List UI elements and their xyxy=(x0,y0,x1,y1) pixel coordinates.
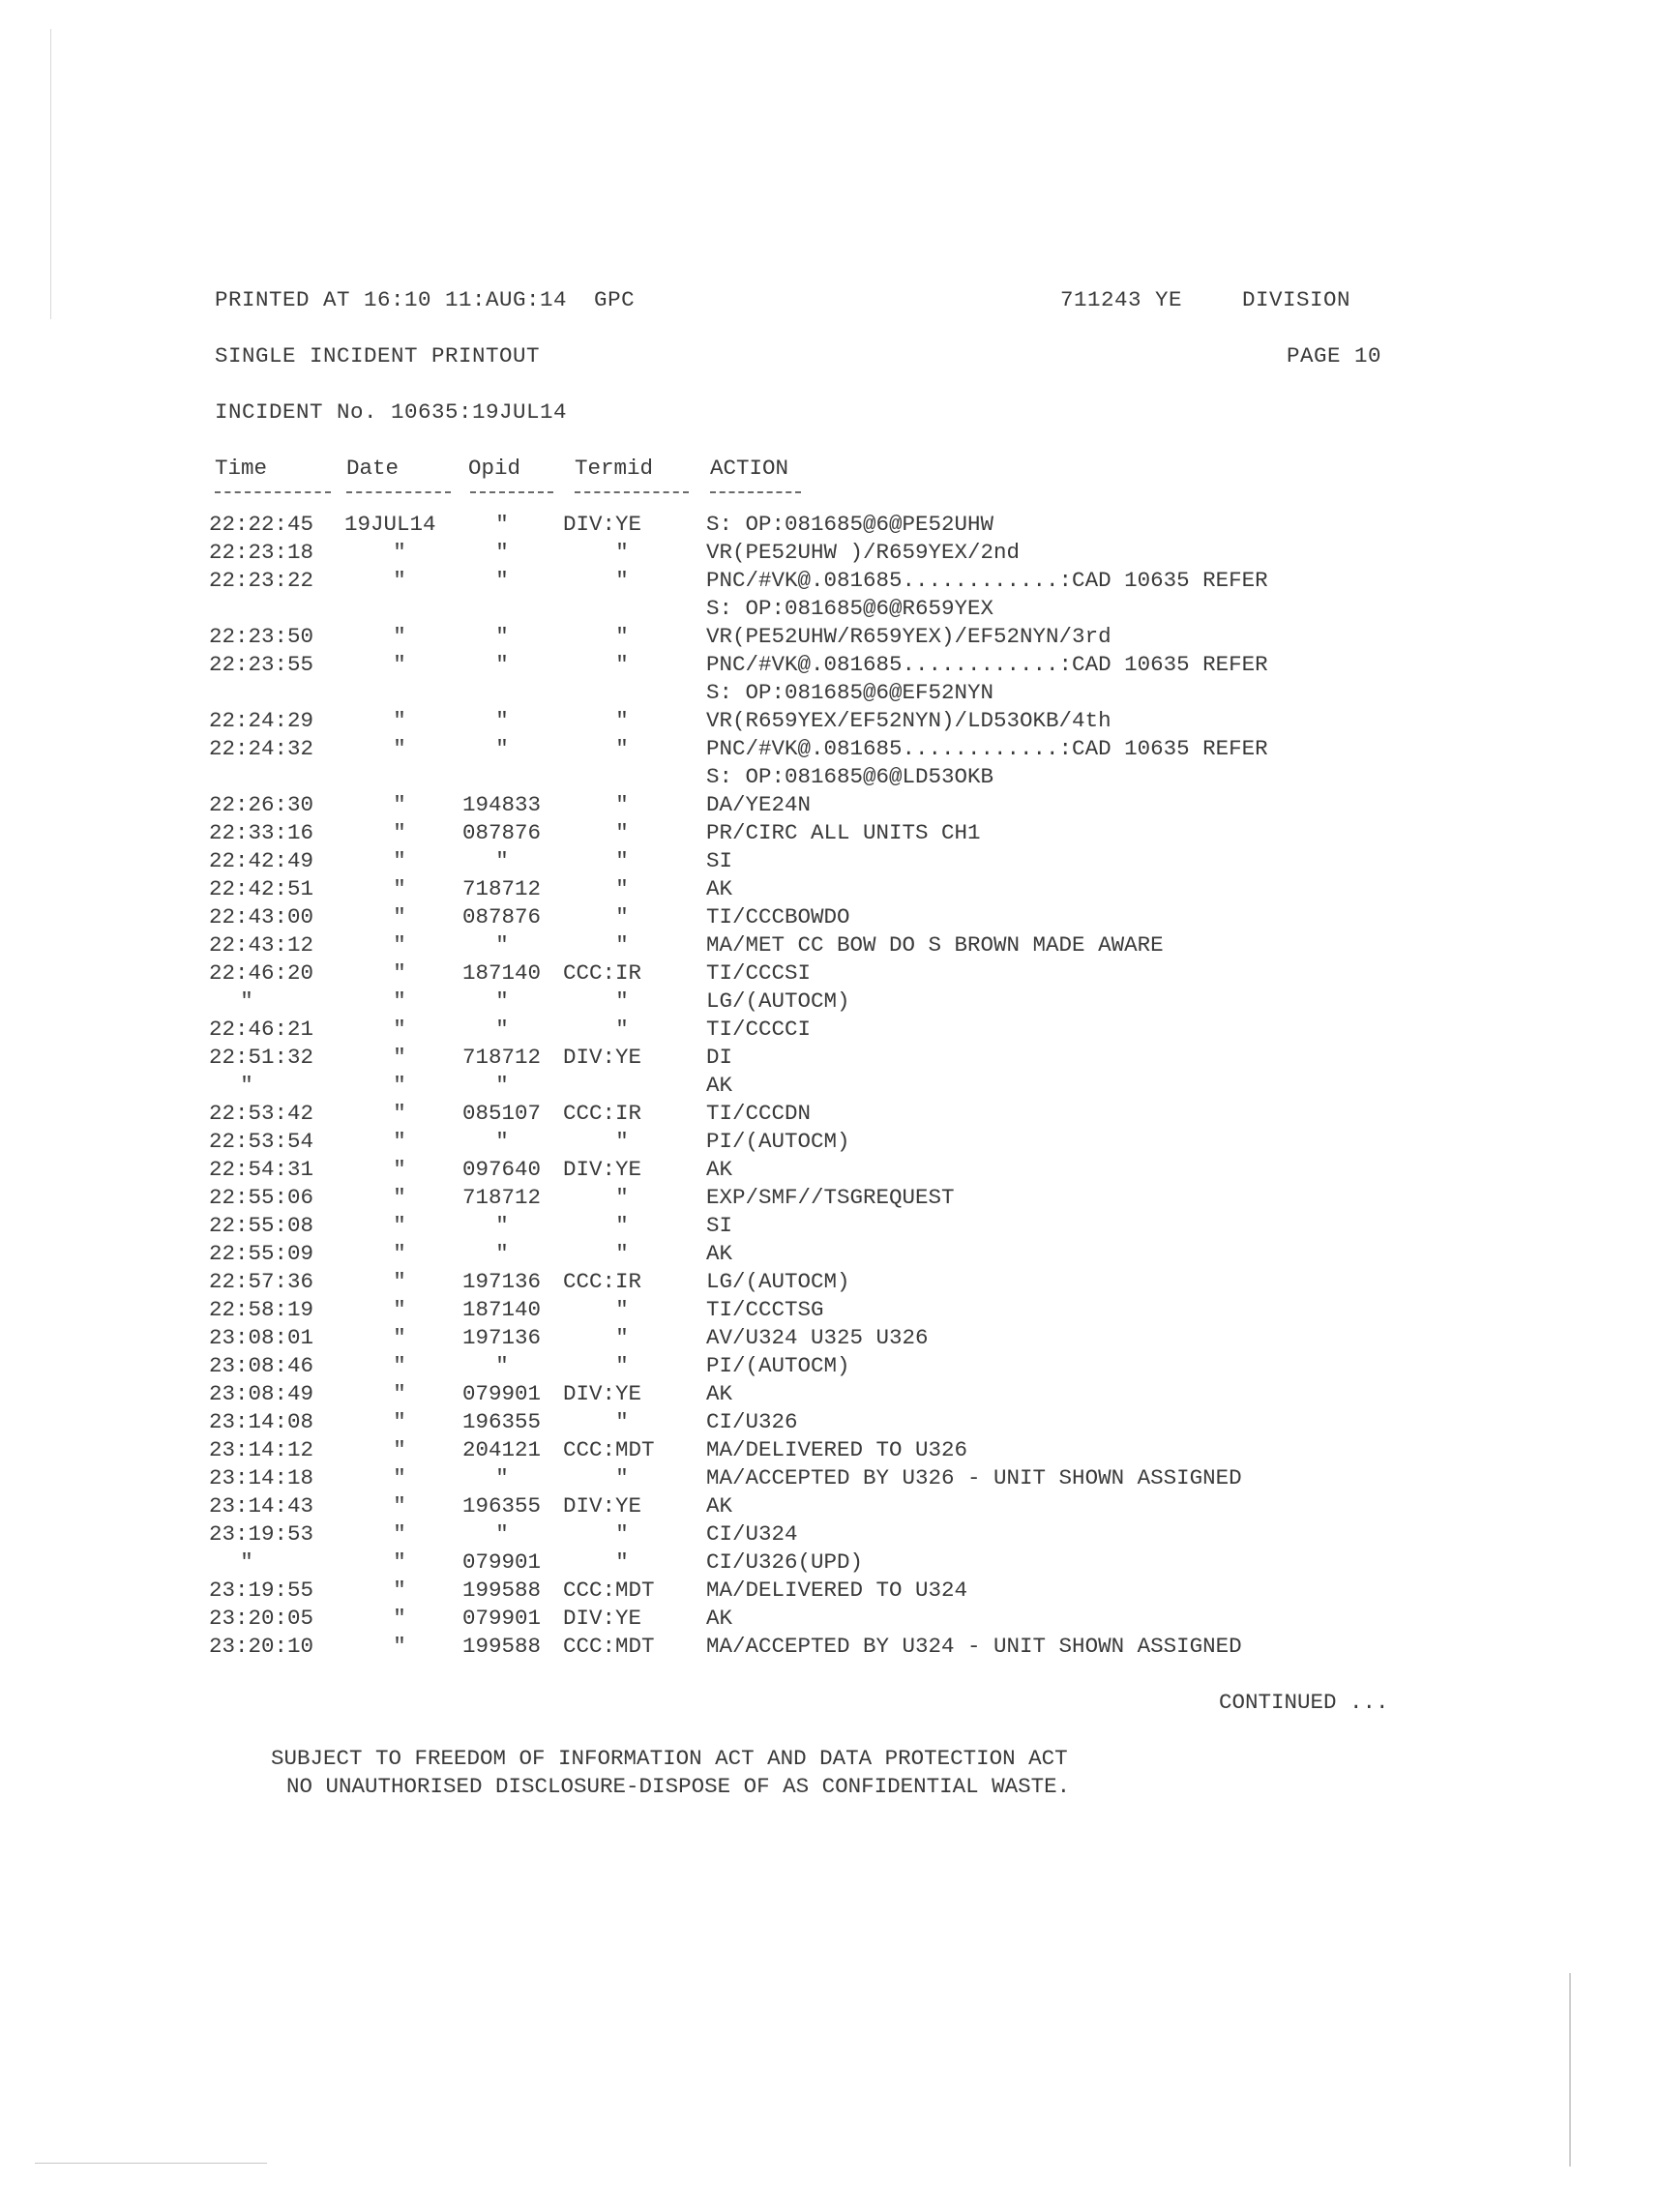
cell-opid: " xyxy=(495,932,509,958)
cell-action: PI/(AUTOCM) xyxy=(706,1129,850,1154)
cell-termid: " xyxy=(615,1241,629,1266)
cell-action: PNC/#VK@.081685............:CAD 10635 REFER xyxy=(706,652,1268,677)
cell-time: 22:23:18 xyxy=(209,540,314,565)
cell-opid: 087876 xyxy=(462,904,542,929)
cell-opid: " xyxy=(495,1353,509,1378)
table-row xyxy=(0,1492,1660,1520)
cell-opid: 197136 xyxy=(462,1269,542,1294)
column-underline xyxy=(575,491,689,493)
column-header-opid: Opid xyxy=(468,456,521,481)
table-row xyxy=(0,1296,1660,1324)
cell-date: " xyxy=(393,1521,406,1547)
cell-opid: " xyxy=(495,736,509,761)
cell-time: 23:08:46 xyxy=(209,1353,314,1378)
cell-opid: " xyxy=(495,1241,509,1266)
cell-opid: 199588 xyxy=(462,1634,542,1659)
cell-date: " xyxy=(393,1606,406,1631)
cell-termid: DIV:YE xyxy=(563,512,642,537)
cell-time: 23:20:05 xyxy=(209,1606,314,1631)
cell-opid: " xyxy=(495,848,509,873)
cell-opid: 718712 xyxy=(462,1185,542,1210)
cell-termid: DIV:YE xyxy=(563,1045,642,1070)
cell-action: MA/DELIVERED TO U326 xyxy=(706,1437,968,1462)
cell-termid: " xyxy=(615,1185,629,1210)
cell-opid: 196355 xyxy=(462,1409,542,1434)
cell-termid: " xyxy=(615,1325,629,1350)
cell-termid: DIV:YE xyxy=(563,1157,642,1182)
cell-time: 22:23:22 xyxy=(209,568,314,593)
cell-termid: CCC:MDT xyxy=(563,1578,655,1603)
cell-time: " xyxy=(240,988,253,1014)
cell-date: " xyxy=(393,1241,406,1266)
cell-opid: " xyxy=(495,1465,509,1490)
cell-date: " xyxy=(393,792,406,817)
cell-opid: 187140 xyxy=(462,1297,542,1322)
cell-termid: " xyxy=(615,624,629,649)
table-row xyxy=(0,1548,1660,1577)
cell-opid: 187140 xyxy=(462,960,542,986)
cell-termid: CCC:IR xyxy=(563,1101,642,1126)
table-row xyxy=(0,1044,1660,1072)
table-row xyxy=(0,1128,1660,1156)
footer-notice-line1: SUBJECT TO FREEDOM OF INFORMATION ACT AND DATA PROTECTION ACT xyxy=(271,1746,1068,1771)
table-row xyxy=(0,1380,1660,1408)
cell-time: 23:08:49 xyxy=(209,1381,314,1406)
table-row xyxy=(0,595,1660,623)
cell-date: 19JUL14 xyxy=(344,512,436,537)
cell-action: AK xyxy=(706,1157,733,1182)
cell-date: " xyxy=(393,1325,406,1350)
column-underline xyxy=(346,491,451,493)
table-row xyxy=(0,651,1660,679)
cell-date: " xyxy=(393,932,406,958)
cell-date: " xyxy=(393,960,406,986)
cell-action: TI/CCCBOWDO xyxy=(706,904,850,929)
cell-opid: 194833 xyxy=(462,792,542,817)
cell-time: 22:22:45 xyxy=(209,512,314,537)
table-row xyxy=(0,1605,1660,1633)
table-row xyxy=(0,959,1660,988)
cell-time: 22:57:36 xyxy=(209,1269,314,1294)
cell-date: " xyxy=(393,848,406,873)
table-row xyxy=(0,1016,1660,1044)
table-row xyxy=(0,819,1660,847)
cell-termid: CCC:IR xyxy=(563,1269,642,1294)
cell-time: 22:42:49 xyxy=(209,848,314,873)
cell-time: 22:42:51 xyxy=(209,876,314,901)
cell-time: 23:19:53 xyxy=(209,1521,314,1547)
cell-date: " xyxy=(393,1213,406,1238)
cell-termid: " xyxy=(615,652,629,677)
cell-date: " xyxy=(393,568,406,593)
cell-action: DI xyxy=(706,1045,733,1070)
cell-date: " xyxy=(393,736,406,761)
cell-action: AK xyxy=(706,876,733,901)
cell-action: SI xyxy=(706,848,733,873)
cell-action: PNC/#VK@.081685............:CAD 10635 REFER xyxy=(706,568,1268,593)
cell-time: 23:14:12 xyxy=(209,1437,314,1462)
cell-termid: " xyxy=(615,820,629,845)
column-underline xyxy=(710,491,801,493)
cell-time: 22:33:16 xyxy=(209,820,314,845)
cell-date: " xyxy=(393,1634,406,1659)
cell-termid: " xyxy=(615,1213,629,1238)
cell-termid: " xyxy=(615,988,629,1014)
cell-time: 22:46:21 xyxy=(209,1017,314,1042)
cell-termid: " xyxy=(615,1297,629,1322)
cell-opid: 718712 xyxy=(462,876,542,901)
cell-opid: 079901 xyxy=(462,1606,542,1631)
cell-date: " xyxy=(393,876,406,901)
cell-termid: DIV:YE xyxy=(563,1493,642,1519)
table-row xyxy=(0,903,1660,931)
cell-date: " xyxy=(393,1465,406,1490)
cell-time: 22:24:32 xyxy=(209,736,314,761)
incident-log-table xyxy=(0,511,1660,1661)
cell-termid: " xyxy=(615,904,629,929)
cell-action: CI/U326 xyxy=(706,1409,798,1434)
printed-at: PRINTED AT 16:10 11:AUG:14 GPC xyxy=(215,287,636,312)
cell-opid: 197136 xyxy=(462,1325,542,1350)
cell-date: " xyxy=(393,1493,406,1519)
cell-time: 23:14:08 xyxy=(209,1409,314,1434)
cell-time: 22:46:20 xyxy=(209,960,314,986)
table-row xyxy=(0,1184,1660,1212)
cell-date: " xyxy=(393,904,406,929)
cell-time: 22:51:32 xyxy=(209,1045,314,1070)
table-row xyxy=(0,1408,1660,1436)
scan-artifact xyxy=(1569,1973,1571,2167)
cell-action: EXP/SMF//TSGREQUEST xyxy=(706,1185,955,1210)
cell-termid: CCC:MDT xyxy=(563,1437,655,1462)
table-row xyxy=(0,791,1660,819)
table-row xyxy=(0,1212,1660,1240)
table-row xyxy=(0,1240,1660,1268)
table-row xyxy=(0,707,1660,735)
cell-termid: " xyxy=(615,568,629,593)
cell-opid: " xyxy=(495,568,509,593)
cell-termid: " xyxy=(615,708,629,733)
cell-action: MA/MET CC BOW DO S BROWN MADE AWARE xyxy=(706,932,1164,958)
cell-time: 23:19:55 xyxy=(209,1578,314,1603)
cell-action: LG/(AUTOCM) xyxy=(706,988,850,1014)
cell-action: CI/U324 xyxy=(706,1521,798,1547)
cell-date: " xyxy=(393,540,406,565)
cell-termid: DIV:YE xyxy=(563,1606,642,1631)
cell-opid: " xyxy=(495,1129,509,1154)
cell-date: " xyxy=(393,1381,406,1406)
cell-date: " xyxy=(393,1549,406,1575)
table-row xyxy=(0,1577,1660,1605)
footer-notice-line2: NO UNAUTHORISED DISCLOSURE-DISPOSE OF AS CONFIDENTIAL WASTE. xyxy=(286,1774,1071,1799)
cell-action: PNC/#VK@.081685............:CAD 10635 REFER xyxy=(706,736,1268,761)
cell-date: " xyxy=(393,708,406,733)
cell-time: 23:08:01 xyxy=(209,1325,314,1350)
division-label: DIVISION xyxy=(1242,287,1351,312)
cell-termid: " xyxy=(615,1465,629,1490)
cell-action: LG/(AUTOCM) xyxy=(706,1269,850,1294)
cell-date: " xyxy=(393,1578,406,1603)
cell-action: AV/U324 U325 U326 xyxy=(706,1325,929,1350)
table-row xyxy=(0,931,1660,959)
cell-termid: " xyxy=(615,1409,629,1434)
cell-action: PR/CIRC ALL UNITS CH1 xyxy=(706,820,981,845)
cell-opid: " xyxy=(495,988,509,1014)
column-header-time: Time xyxy=(215,456,268,481)
cell-date: " xyxy=(393,1185,406,1210)
cell-time: 22:55:08 xyxy=(209,1213,314,1238)
cell-opid: 085107 xyxy=(462,1101,542,1126)
cell-action: VR(PE52UHW )/R659YEX/2nd xyxy=(706,540,1021,565)
cell-action: AK xyxy=(706,1241,733,1266)
cell-date: " xyxy=(393,1017,406,1042)
cell-termid: CCC:MDT xyxy=(563,1634,655,1659)
cell-termid: " xyxy=(615,1353,629,1378)
cell-date: " xyxy=(393,820,406,845)
cell-opid: " xyxy=(495,1521,509,1547)
cell-termid: " xyxy=(615,1017,629,1042)
cell-action: S: OP:081685@6@PE52UHW xyxy=(706,512,994,537)
cell-action: TI/CCCDN xyxy=(706,1101,812,1126)
table-row xyxy=(0,847,1660,875)
cell-date: " xyxy=(393,1297,406,1322)
cell-time: 22:23:55 xyxy=(209,652,314,677)
column-header-date: Date xyxy=(346,456,400,481)
cell-opid: 079901 xyxy=(462,1381,542,1406)
cell-date: " xyxy=(393,1157,406,1182)
cell-action: DA/YE24N xyxy=(706,792,812,817)
cell-date: " xyxy=(393,652,406,677)
table-row xyxy=(0,1072,1660,1100)
table-row xyxy=(0,1156,1660,1184)
cell-time: 22:55:06 xyxy=(209,1185,314,1210)
cell-action: AK xyxy=(706,1073,733,1098)
cell-termid: " xyxy=(615,848,629,873)
cell-termid: " xyxy=(615,1521,629,1547)
cell-date: " xyxy=(393,1101,406,1126)
table-row xyxy=(0,1520,1660,1548)
cell-time: 23:14:18 xyxy=(209,1465,314,1490)
cell-date: " xyxy=(393,1129,406,1154)
table-row xyxy=(0,763,1660,791)
column-header-action: ACTION xyxy=(710,456,789,481)
cell-action: S: OP:081685@6@LD53OKB xyxy=(706,764,994,789)
cell-time: 22:55:09 xyxy=(209,1241,314,1266)
cell-time: 23:14:43 xyxy=(209,1493,314,1519)
cell-date: " xyxy=(393,1409,406,1434)
cell-action: CI/U326(UPD) xyxy=(706,1549,864,1575)
cell-opid: 199588 xyxy=(462,1578,542,1603)
cell-action: SI xyxy=(706,1213,733,1238)
cell-date: " xyxy=(393,1045,406,1070)
cell-termid: " xyxy=(615,792,629,817)
cell-date: " xyxy=(393,1437,406,1462)
column-underline xyxy=(470,491,553,493)
cell-time: 22:23:50 xyxy=(209,624,314,649)
table-row xyxy=(0,539,1660,567)
cell-termid: DIV:YE xyxy=(563,1381,642,1406)
continued-note: CONTINUED ... xyxy=(1219,1690,1389,1715)
column-underline xyxy=(215,491,331,493)
table-row xyxy=(0,1100,1660,1128)
cell-action: MA/ACCEPTED BY U324 - UNIT SHOWN ASSIGNED xyxy=(706,1634,1242,1659)
cell-action: AK xyxy=(706,1381,733,1406)
cell-time: 22:43:12 xyxy=(209,932,314,958)
cell-termid: " xyxy=(615,932,629,958)
cell-action: PI/(AUTOCM) xyxy=(706,1353,850,1378)
cell-opid: " xyxy=(495,708,509,733)
table-row xyxy=(0,511,1660,539)
table-row xyxy=(0,735,1660,763)
cell-opid: " xyxy=(495,652,509,677)
cell-opid: 204121 xyxy=(462,1437,542,1462)
column-header-termid: Termid xyxy=(575,456,654,481)
document-title: SINGLE INCIDENT PRINTOUT xyxy=(215,343,541,369)
table-row xyxy=(0,1633,1660,1661)
table-row xyxy=(0,875,1660,903)
scan-artifact xyxy=(50,29,51,319)
table-row xyxy=(0,1324,1660,1352)
cell-time: 22:54:31 xyxy=(209,1157,314,1182)
table-row xyxy=(0,567,1660,595)
cell-date: " xyxy=(393,988,406,1014)
cell-termid: " xyxy=(615,540,629,565)
cell-opid: 718712 xyxy=(462,1045,542,1070)
table-row xyxy=(0,1464,1660,1492)
cell-action: S: OP:081685@6@EF52NYN xyxy=(706,680,994,705)
cell-action: S: OP:081685@6@R659YEX xyxy=(706,596,994,621)
cell-action: AK xyxy=(706,1493,733,1519)
cell-date: " xyxy=(393,624,406,649)
cell-opid: 087876 xyxy=(462,820,542,845)
cell-opid: " xyxy=(495,540,509,565)
cell-action: VR(PE52UHW/R659YEX)/EF52NYN/3rd xyxy=(706,624,1112,649)
cell-termid: CCC:IR xyxy=(563,960,642,986)
cell-opid: 097640 xyxy=(462,1157,542,1182)
cell-action: MA/ACCEPTED BY U326 - UNIT SHOWN ASSIGNED xyxy=(706,1465,1242,1490)
division-code: 711243 YE xyxy=(1060,287,1183,312)
table-row xyxy=(0,988,1660,1016)
cell-action: MA/DELIVERED TO U324 xyxy=(706,1578,968,1603)
cell-time: 23:20:10 xyxy=(209,1634,314,1659)
table-row xyxy=(0,1436,1660,1464)
cell-action: TI/CCCTSG xyxy=(706,1297,824,1322)
cell-date: " xyxy=(393,1073,406,1098)
incident-number: INCIDENT No. 10635:19JUL14 xyxy=(215,399,568,425)
cell-termid: " xyxy=(615,1129,629,1154)
cell-termid: " xyxy=(615,736,629,761)
table-row xyxy=(0,679,1660,707)
cell-opid: " xyxy=(495,1213,509,1238)
table-row xyxy=(0,623,1660,651)
cell-time: 22:26:30 xyxy=(209,792,314,817)
cell-action: TI/CCCCI xyxy=(706,1017,812,1042)
cell-opid: " xyxy=(495,1073,509,1098)
cell-opid: 196355 xyxy=(462,1493,542,1519)
cell-opid: " xyxy=(495,624,509,649)
cell-opid: " xyxy=(495,1017,509,1042)
cell-time: 22:53:42 xyxy=(209,1101,314,1126)
cell-time: 22:43:00 xyxy=(209,904,314,929)
cell-date: " xyxy=(393,1353,406,1378)
cell-opid: " xyxy=(495,512,509,537)
table-row xyxy=(0,1352,1660,1380)
cell-date: " xyxy=(393,1269,406,1294)
cell-time: " xyxy=(240,1549,253,1575)
cell-time: 22:53:54 xyxy=(209,1129,314,1154)
cell-time: " xyxy=(240,1073,253,1098)
cell-action: AK xyxy=(706,1606,733,1631)
table-row xyxy=(0,1268,1660,1296)
cell-termid: " xyxy=(615,1549,629,1575)
cell-time: 22:24:29 xyxy=(209,708,314,733)
cell-action: TI/CCCSI xyxy=(706,960,812,986)
scan-artifact xyxy=(35,2163,267,2164)
page-number: PAGE 10 xyxy=(1287,343,1382,369)
cell-opid: 079901 xyxy=(462,1549,542,1575)
cell-time: 22:58:19 xyxy=(209,1297,314,1322)
cell-termid: " xyxy=(615,876,629,901)
cell-action: VR(R659YEX/EF52NYN)/LD53OKB/4th xyxy=(706,708,1112,733)
